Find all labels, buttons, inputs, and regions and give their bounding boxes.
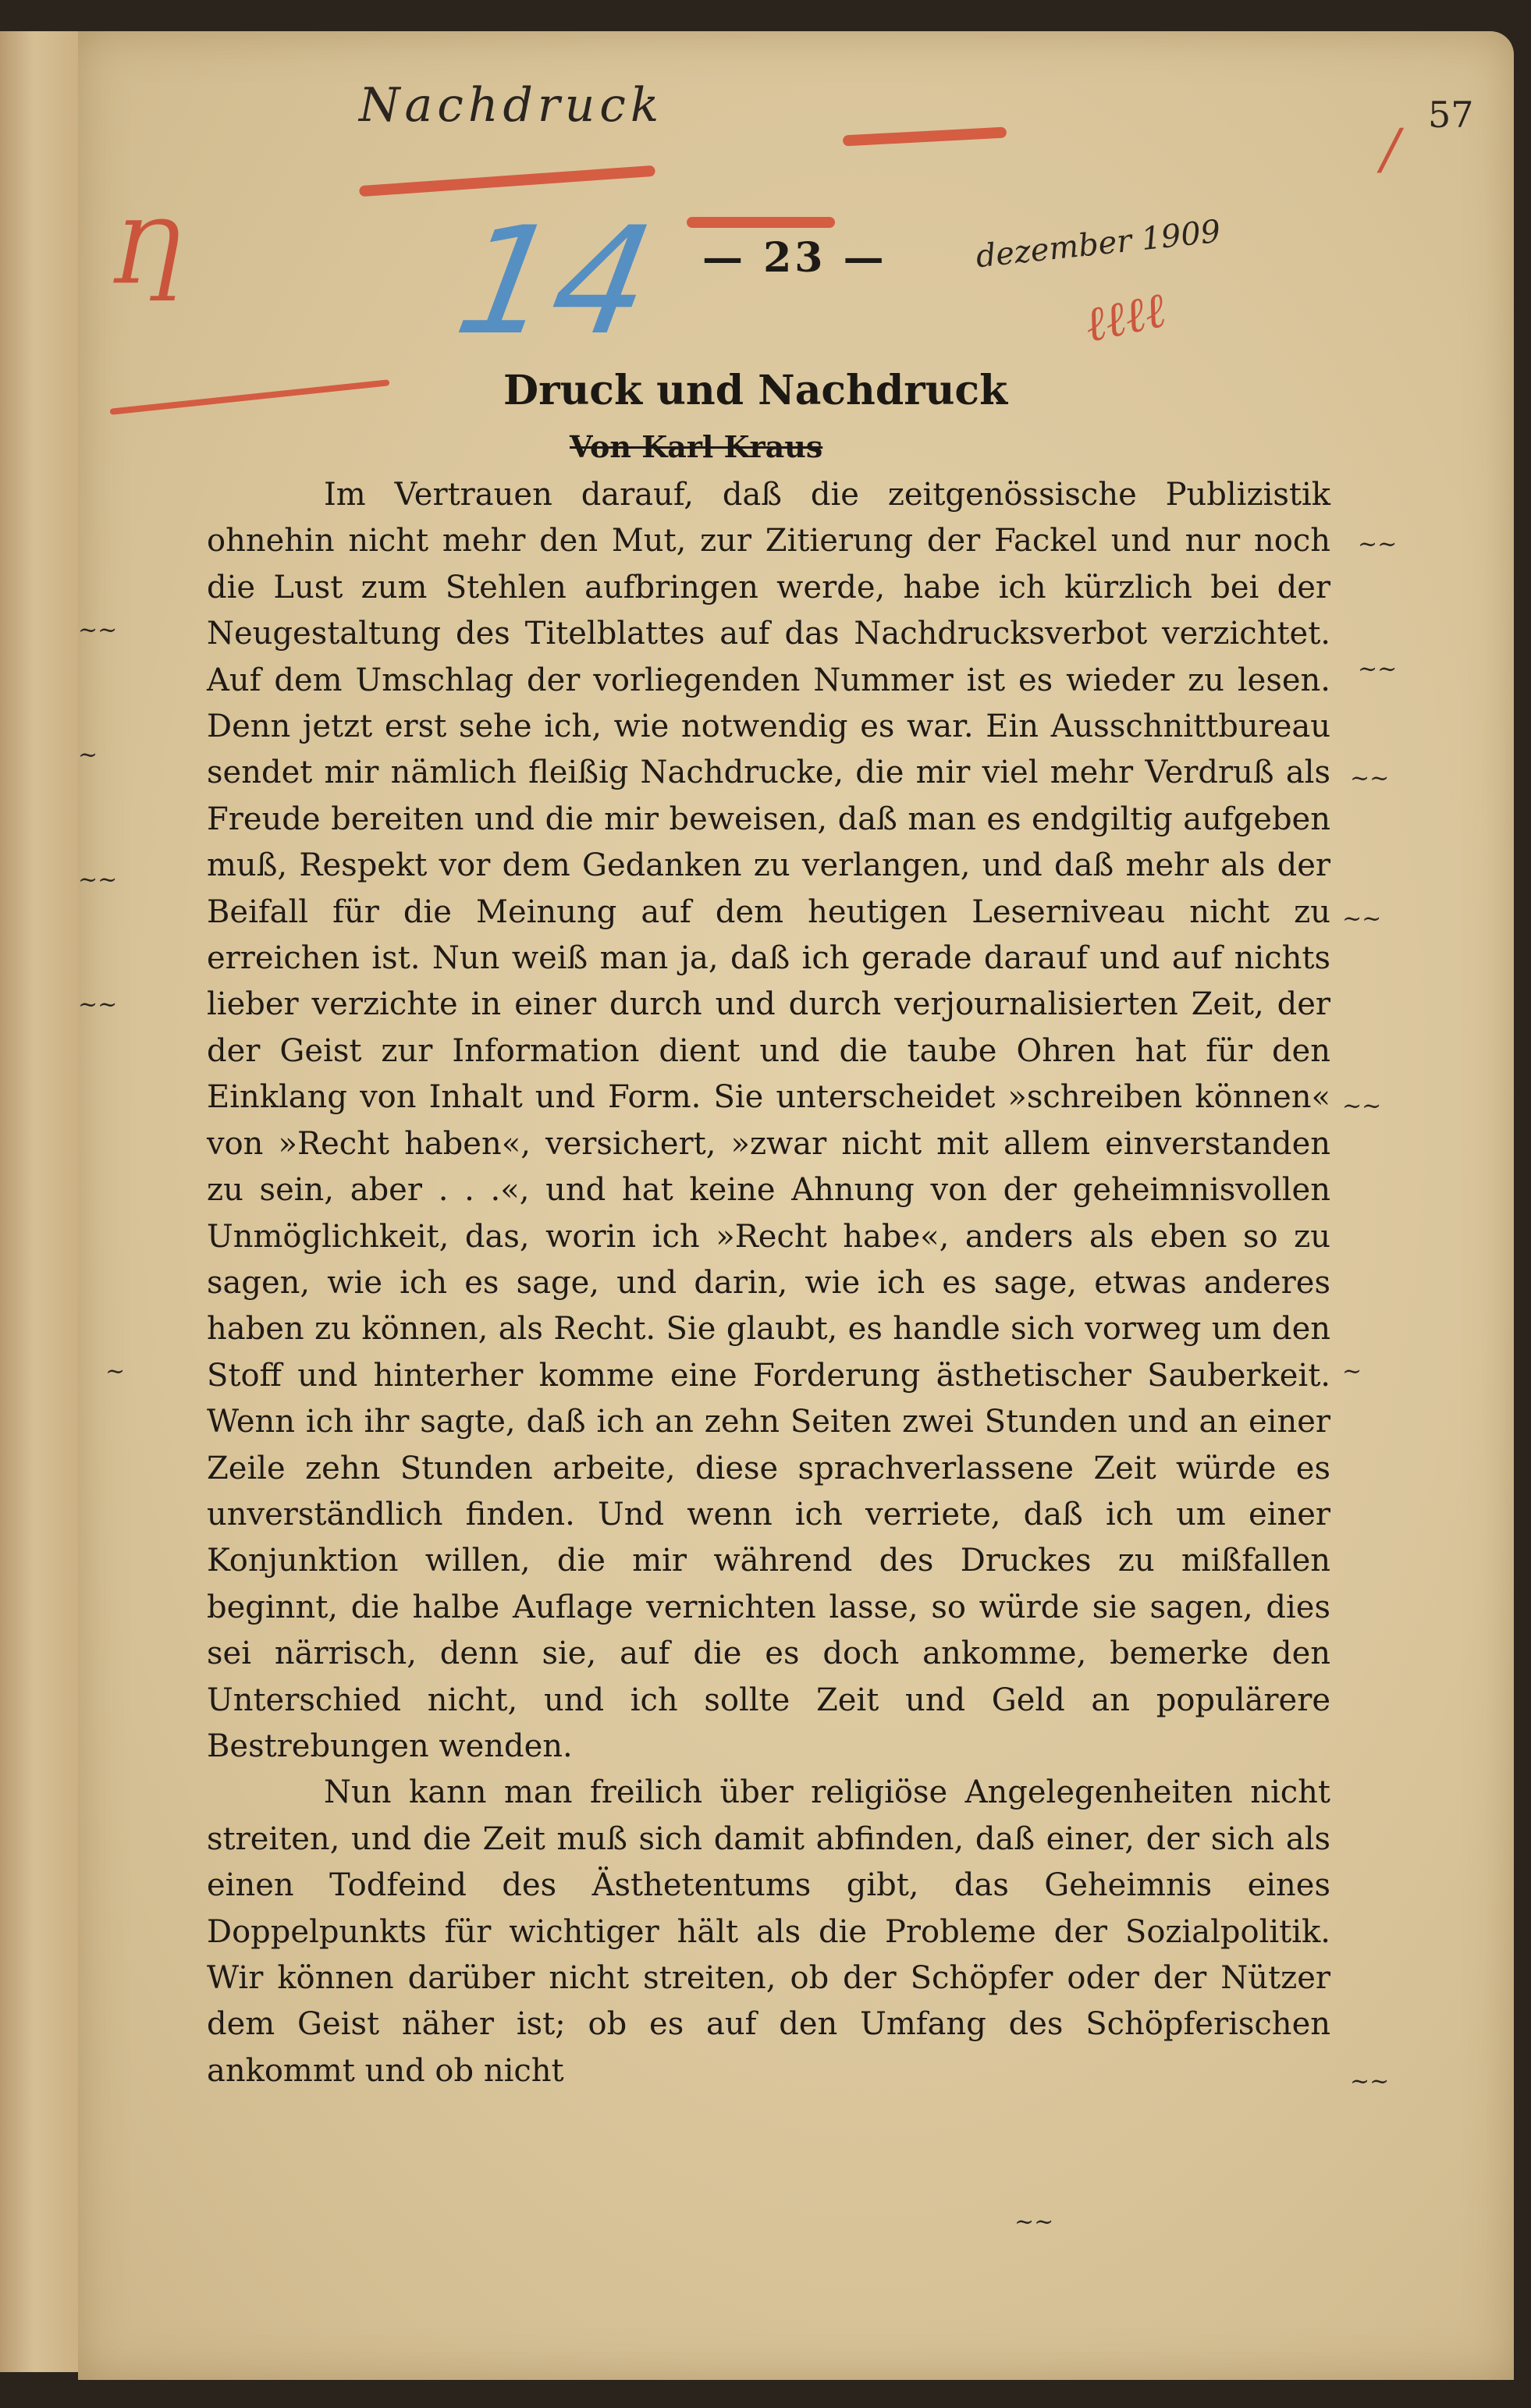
red-mark-left: Ƞ	[109, 203, 182, 303]
article-byline: Von Karl Kraus	[570, 429, 823, 464]
margin-scribble-right-5: ~~	[1342, 1092, 1382, 1120]
margin-scribble-right-7: ~~	[1350, 2068, 1390, 2095]
margin-scribble-right-3: ~~	[1350, 765, 1390, 792]
article-body	[207, 472, 1330, 2094]
paragraph-1: Im Vertrauen darauf, daß die zeitgenössische Publizistik ohnehin nicht mehr den Mut, zur Zitierung der Fackel und nur noch die Lust zum Stehlen aufbringen werde, habe ich kürzlich bei der Neugestaltung des Titelblattes auf das Nachdrucksverbot verzichtet. Auf dem Umschlag der vorliegenden Nummer ist es wieder zu lesen. Denn jetzt erst sehe ich, wie notwendig es war. Ein Ausschnittbureau sendet mir nämlich fleißig Nachdrucke, die mir viel mehr Verdruß als Freude bereiten und die mir beweisen, daß man es endgiltig aufgeben muß, Respekt vor dem Gedanken zu verlangen, und daß mehr als der Beifall für die Meinung auf dem heutigen Leserniveau nicht zu erreichen ist. Nun weiß man ja, daß ich gerade darauf und auf nichts lieber verzichte in einer durch und durch verjournalisierten Zeit, der der Geist zur Information dient und die taube Ohren hat für den Einklang von Inhalt und Form. Sie unterscheidet »schreiben können« von »Recht haben«, versichert, »zwar nicht mit allem einverstanden zu sein, aber . . .«, und hat keine Ahnung von der geheimnisvollen Unmöglichkeit, das, worin ich »Recht habe«, anders als eben so zu sagen, wie ich es sage, und darin, wie ich es sage, etwas anderes haben zu können, als Recht. Sie glaubt, es handle sich vorweg um den Stoff und hinterher komme eine Forderung ästhetischer Sauberkeit. Wenn ich ihr sagte, daß ich an zehn Seiten zwei Stunden und an einer Zeile zehn Stunden arbeite, diese sprachverlassene Zeit würde es unverständlich finden. Und wenn ich verriete, daß ich um einer Konjunktion willen, die mir während des Druckes zu mißfallen beginnt, die halbe Auflage vernichten lasse, so würde sie sagen, dies sei närrisch, denn sie, auf die es doch ankomme, bemerke den Unterschied nicht, und ich sollte Zeit und Geld an populärere Bestrebungen wenden.	[207, 477, 1330, 1764]
handwritten-date: dezember 1909	[974, 213, 1223, 275]
blue-number: 14	[445, 195, 665, 368]
margin-scribble-right-2: ~~	[1358, 655, 1398, 683]
red-mark-folio: /	[1381, 117, 1400, 181]
page-spine	[0, 31, 88, 2372]
red-underline-3	[687, 217, 835, 228]
margin-scribble-right-1: ~~	[1358, 531, 1398, 558]
paragraph-2: Nun kann man freilich über religiöse Angelegenheiten nicht streiten, und die Zeit muß sich damit abfinden, daß einer, der sich als einen Todfeind des Ästhetentums gibt, das Geheimnis eines Doppelpunkts für wichtiger hält als die Probleme der Sozialpolitik. Wir können darüber nicht streiten, ob der Schöpfer oder der Nützer dem Geist näher ist; ob es auf den Umfang des Schöpferischen ankommt und ob nicht	[207, 1774, 1330, 2089]
margin-scribble-left-2: ~	[78, 741, 98, 769]
folio-number: 57	[1428, 94, 1474, 136]
margin-scribble-right-4: ~~	[1342, 905, 1382, 932]
article-title: Druck und Nachdruck	[503, 367, 1008, 414]
margin-scribble-bottom: ~~	[1014, 2208, 1054, 2236]
margin-scribble-left-1: ~~	[78, 616, 118, 644]
margin-scribble-left-3: ~~	[78, 866, 118, 893]
margin-scribble-left-4: ~~	[78, 991, 118, 1018]
handwritten-top-note: Nachdruck	[359, 78, 664, 133]
margin-scribble-right-6: ~	[1342, 1358, 1362, 1385]
margin-scribble-left-5: ~	[105, 1358, 126, 1385]
page-number: — 23 —	[702, 234, 887, 282]
red-mark-right: ℓℓℓℓ	[1079, 281, 1170, 353]
